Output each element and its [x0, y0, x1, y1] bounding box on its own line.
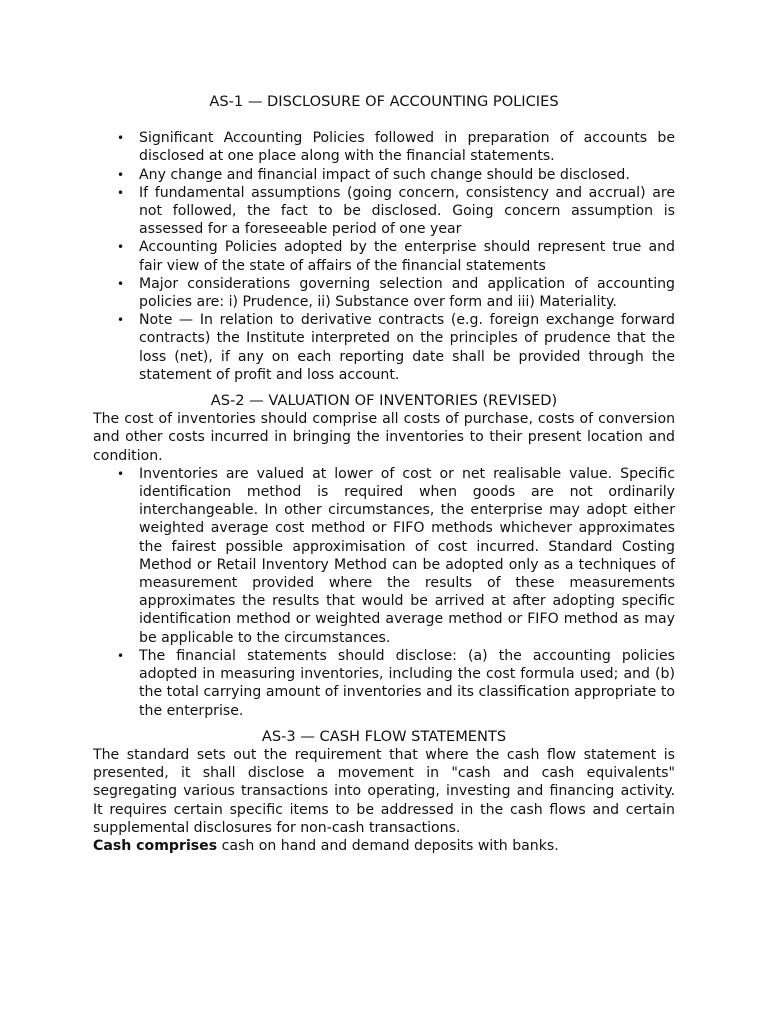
bullet-icon: • — [117, 276, 125, 291]
cash-comprises-term: Cash comprises — [93, 837, 218, 854]
bullet-icon: • — [117, 466, 125, 481]
as2-bullet-list — [93, 465, 675, 720]
cash-definition-paragraph — [93, 837, 675, 855]
as2-heading: AS-2 — VALUATION OF INVENTORIES (REVISED) — [210, 392, 558, 410]
list-item: • If fundamental assumptions (going concern, consistency and accrual) are not followed, the fact to be disclosed. Going concern assumption is assessed for a foreseeable period of one year — [117, 184, 675, 238]
bullet-icon: • — [117, 185, 125, 200]
cash-definition-text: cash on hand and demand deposits with banks. — [217, 837, 559, 854]
bullet-icon: • — [117, 131, 125, 146]
list-item: • Inventories are valued at lower of cost or net realisable value. Specific identification method is required when goods are not ordinarily interchangeable. In other circumstances, the enterprise may adopt either weighted average cost method or FIFO methods whichever approximates the fairest possible approximisation of cost incurred. Standard Costing Method or Retail Inventory Method can be adopted only as a techniques of measurement provided where the results of these measurements approximates the results that would be arrived at after adopting specific identification method or weighted average method or FIFO method as may be applicable to the circumstances. — [117, 465, 675, 646]
bullet-icon: • — [117, 648, 125, 663]
as3-intro-paragraph: The standard sets out the requirement that where the cash flow statement is presented, it shall disclose a movement in "cash and cash equivalents" segregating various transactions into operating, investing and financing activity. It requires certain specific items to be addressed in the cash flows and certain supplemental disclosures for non-cash transactions. — [93, 746, 675, 836]
document-page — [93, 93, 675, 855]
as1-heading: AS-1 — DISCLOSURE OF ACCOUNTING POLICIES — [209, 93, 559, 110]
bullet-icon: • — [117, 167, 125, 182]
list-item: • The financial statements should disclose: (a) the accounting policies adopted in measuring inventories, including the cost formula used; and (b) the total carrying amount of inventories and its classification appropriate to the enterprise. — [117, 647, 675, 719]
bullet-icon: • — [117, 240, 125, 255]
list-item: • Accounting Policies adopted by the enterprise should represent true and fair view of the state of affairs of the financial statements — [117, 239, 675, 274]
list-item: • Significant Accounting Policies followed in preparation of accounts be disclosed at one place along with the financial statements. — [117, 130, 675, 165]
as3-heading: AS-3 — CASH FLOW STATEMENTS — [261, 727, 507, 745]
bullet-icon: • — [117, 313, 125, 328]
list-item: • Note — In relation to derivative contracts (e.g. foreign exchange forward contracts) the Institute interpreted on the principles of prudence that the loss (net), if any on each reporting date shall be provided through the statement of profit and loss account. — [117, 312, 675, 383]
as2-intro-paragraph: The cost of inventories should comprise all costs of purchase, costs of conversion and other costs incurred in bringing the inventories to their present location and condition. — [93, 411, 675, 464]
list-item: • Any change and financial impact of such change should be disclosed. — [117, 166, 630, 183]
as1-bullet-list — [93, 129, 675, 384]
list-item: • Major considerations governing selection and application of accounting policies are: i) Prudence, ii) Substance over form and iii) Materiality. — [117, 275, 675, 311]
